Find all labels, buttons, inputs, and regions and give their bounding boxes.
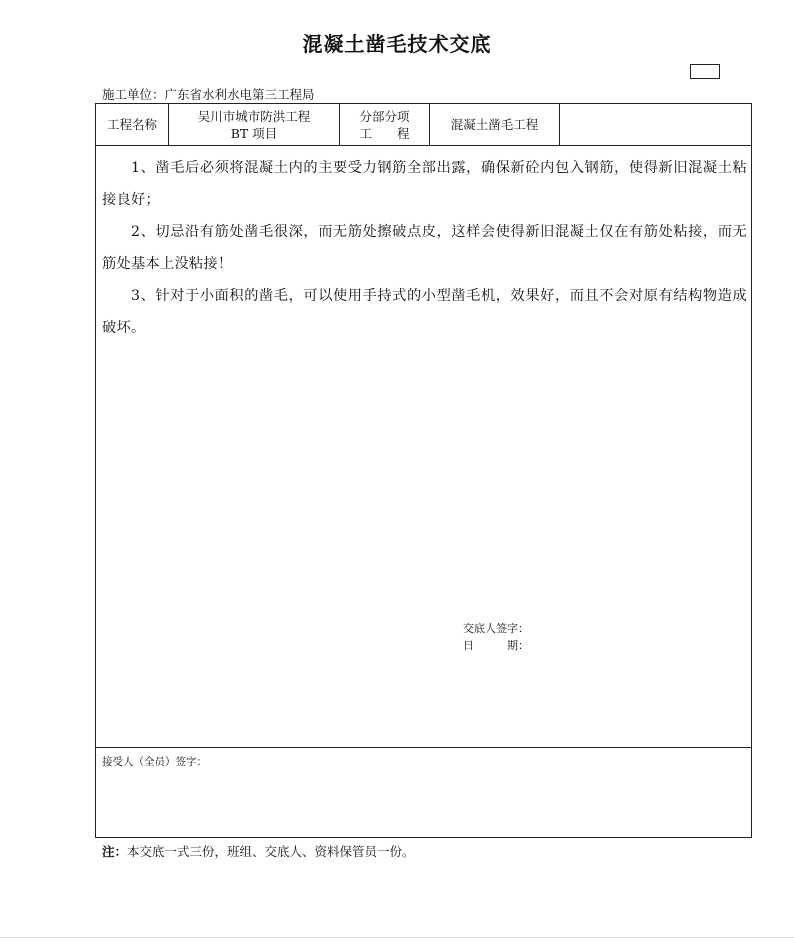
header-row bbox=[96, 104, 751, 146]
sub-project-label bbox=[340, 104, 430, 145]
discloser-sign-label: 交底人签字： bbox=[463, 622, 529, 635]
sub-project-value: 混凝土凿毛工程 bbox=[430, 104, 560, 145]
code-box bbox=[690, 64, 720, 79]
footnote-prefix: 注： bbox=[102, 844, 128, 859]
project-name-line2: BT 项目 bbox=[230, 125, 278, 141]
disclosure-table bbox=[95, 103, 752, 838]
footnote-text: 本交底一式三份，班组、交底人、资料保管员一份。 bbox=[127, 844, 415, 859]
date-label: 日 期： bbox=[463, 639, 529, 652]
project-name-label: 工程名称 bbox=[96, 104, 169, 145]
footnote bbox=[102, 842, 415, 860]
sub-project-label-line1: 分部分项 bbox=[359, 108, 410, 124]
page-bottom-divider bbox=[0, 937, 794, 938]
extra-cell bbox=[560, 104, 751, 145]
construction-unit-value: 广东省水利水电第三工程局 bbox=[164, 87, 315, 102]
document-title: 混凝土凿毛技术交底 bbox=[302, 32, 492, 56]
paragraph-1: 1、凿毛后必须将混凝土内的主要受力钢筋全部出露，确保新砼内包入钢筋，使得新旧混凝土粘接良好； bbox=[102, 160, 747, 208]
receiver-sign-label: 接受人（全员）签字： bbox=[102, 756, 207, 768]
sub-project-label-line2: 工 程 bbox=[359, 125, 410, 141]
paragraph-2: 2、切忌沿有筋处凿毛很深，而无筋处擦破点皮，这样会使得新旧混凝土仅在有筋处粘接，而无筋处基本上没粘接！ bbox=[102, 224, 747, 272]
signature-block bbox=[463, 620, 529, 654]
paragraph-3: 3、针对于小面积的凿毛，可以使用手持式的小型凿毛机，效果好，而且不会对原有结构物造成破坏。 bbox=[102, 288, 747, 336]
construction-unit bbox=[102, 85, 315, 103]
disclosure-content bbox=[96, 146, 751, 748]
construction-unit-label: 施工单位： bbox=[102, 87, 165, 102]
project-name-line1: 吴川市城市防洪工程 bbox=[197, 108, 311, 124]
project-name-value bbox=[169, 104, 340, 145]
